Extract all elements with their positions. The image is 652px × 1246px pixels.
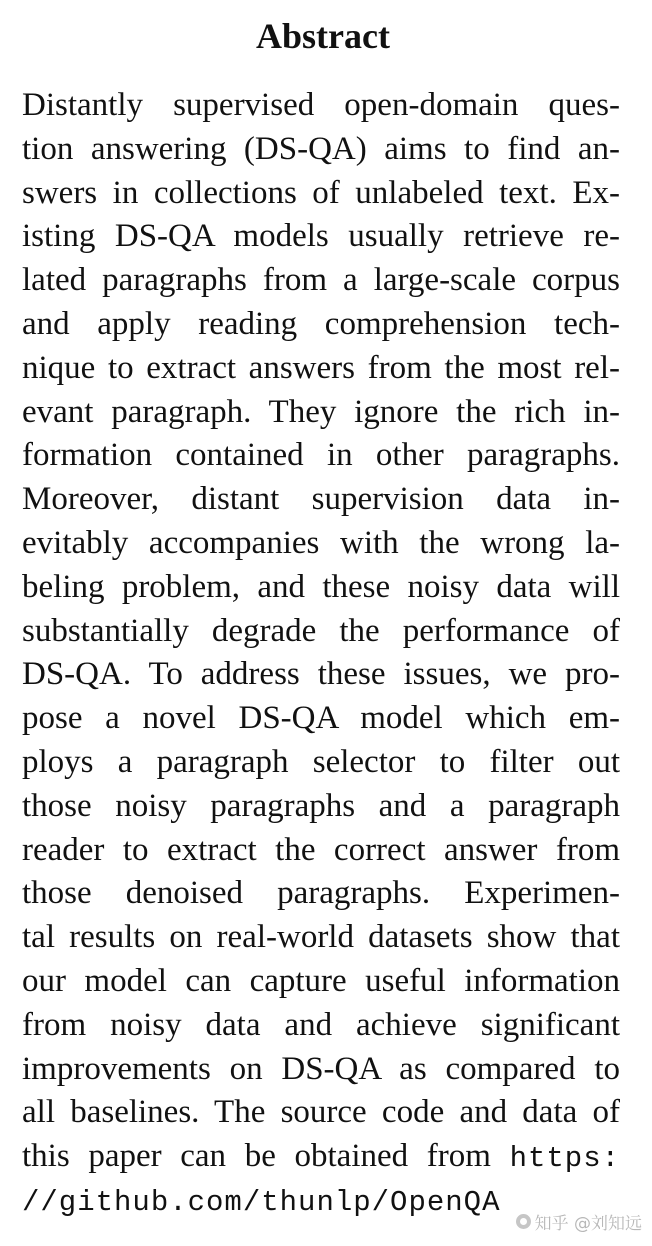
abstract-line: Moreover, distant supervision data in-: [22, 481, 620, 518]
abstract-line: swers in collections of unlabeled text. Ex-: [22, 174, 620, 211]
abstract-line: nique to extract answers from the most rel-: [22, 349, 620, 386]
abstract-line: all baselines. The source code and data of: [22, 1094, 620, 1131]
zhihu-watermark: [516, 1209, 642, 1234]
zhihu-logo-icon: [516, 1214, 531, 1229]
watermark-text: 知乎 @刘知远: [534, 1214, 642, 1234]
abstract-line: DS-QA. To address these issues, we pro-: [22, 656, 620, 693]
abstract-line: isting DS-QA models usually retrieve re-: [22, 218, 620, 255]
abstract-heading: Abstract: [256, 16, 390, 56]
abstract-body: [22, 84, 620, 1223]
abstract-line: tal results on real-world datasets show that: [22, 919, 620, 956]
abstract-line: Distantly supervised open-domain ques-: [22, 87, 620, 123]
repo-url-end[interactable]: //github.com/thunlp/OpenQA: [22, 1185, 501, 1219]
abstract-line: substantially degrade the performance of: [22, 612, 620, 649]
abstract-line-with-url: [22, 1135, 620, 1179]
abstract-line: beling problem, and these noisy data will: [22, 568, 620, 605]
abstract-line: from noisy data and achieve significant: [22, 1006, 620, 1043]
abstract-line: evant paragraph. They ignore the rich in-: [22, 393, 620, 430]
abstract-line: tion answering (DS-QA) aims to find an-: [22, 130, 620, 167]
abstract-line: pose a novel DS-QA model which em-: [22, 700, 620, 737]
abstract-line: our model can capture useful information: [22, 962, 620, 999]
abstract-line: reader to extract the correct answer from: [22, 831, 620, 868]
repo-url-start[interactable]: https:: [509, 1142, 621, 1176]
abstract-line: those noisy paragraphs and a paragraph: [22, 787, 620, 824]
abstract-line: lated paragraphs from a large-scale corpus: [22, 262, 620, 299]
abstract-line: ploys a paragraph selector to filter out: [22, 743, 620, 780]
abstract-line: those denoised paragraphs. Experimen-: [22, 875, 620, 912]
abstract-line: evitably accompanies with the wrong la-: [22, 524, 620, 561]
abstract-line-text: this paper can be obtained from: [22, 1138, 491, 1175]
abstract-line: and apply reading comprehension tech-: [22, 305, 620, 342]
abstract-line: improvements on DS-QA as compared to: [22, 1050, 620, 1087]
abstract-line: formation contained in other paragraphs.: [22, 437, 620, 474]
